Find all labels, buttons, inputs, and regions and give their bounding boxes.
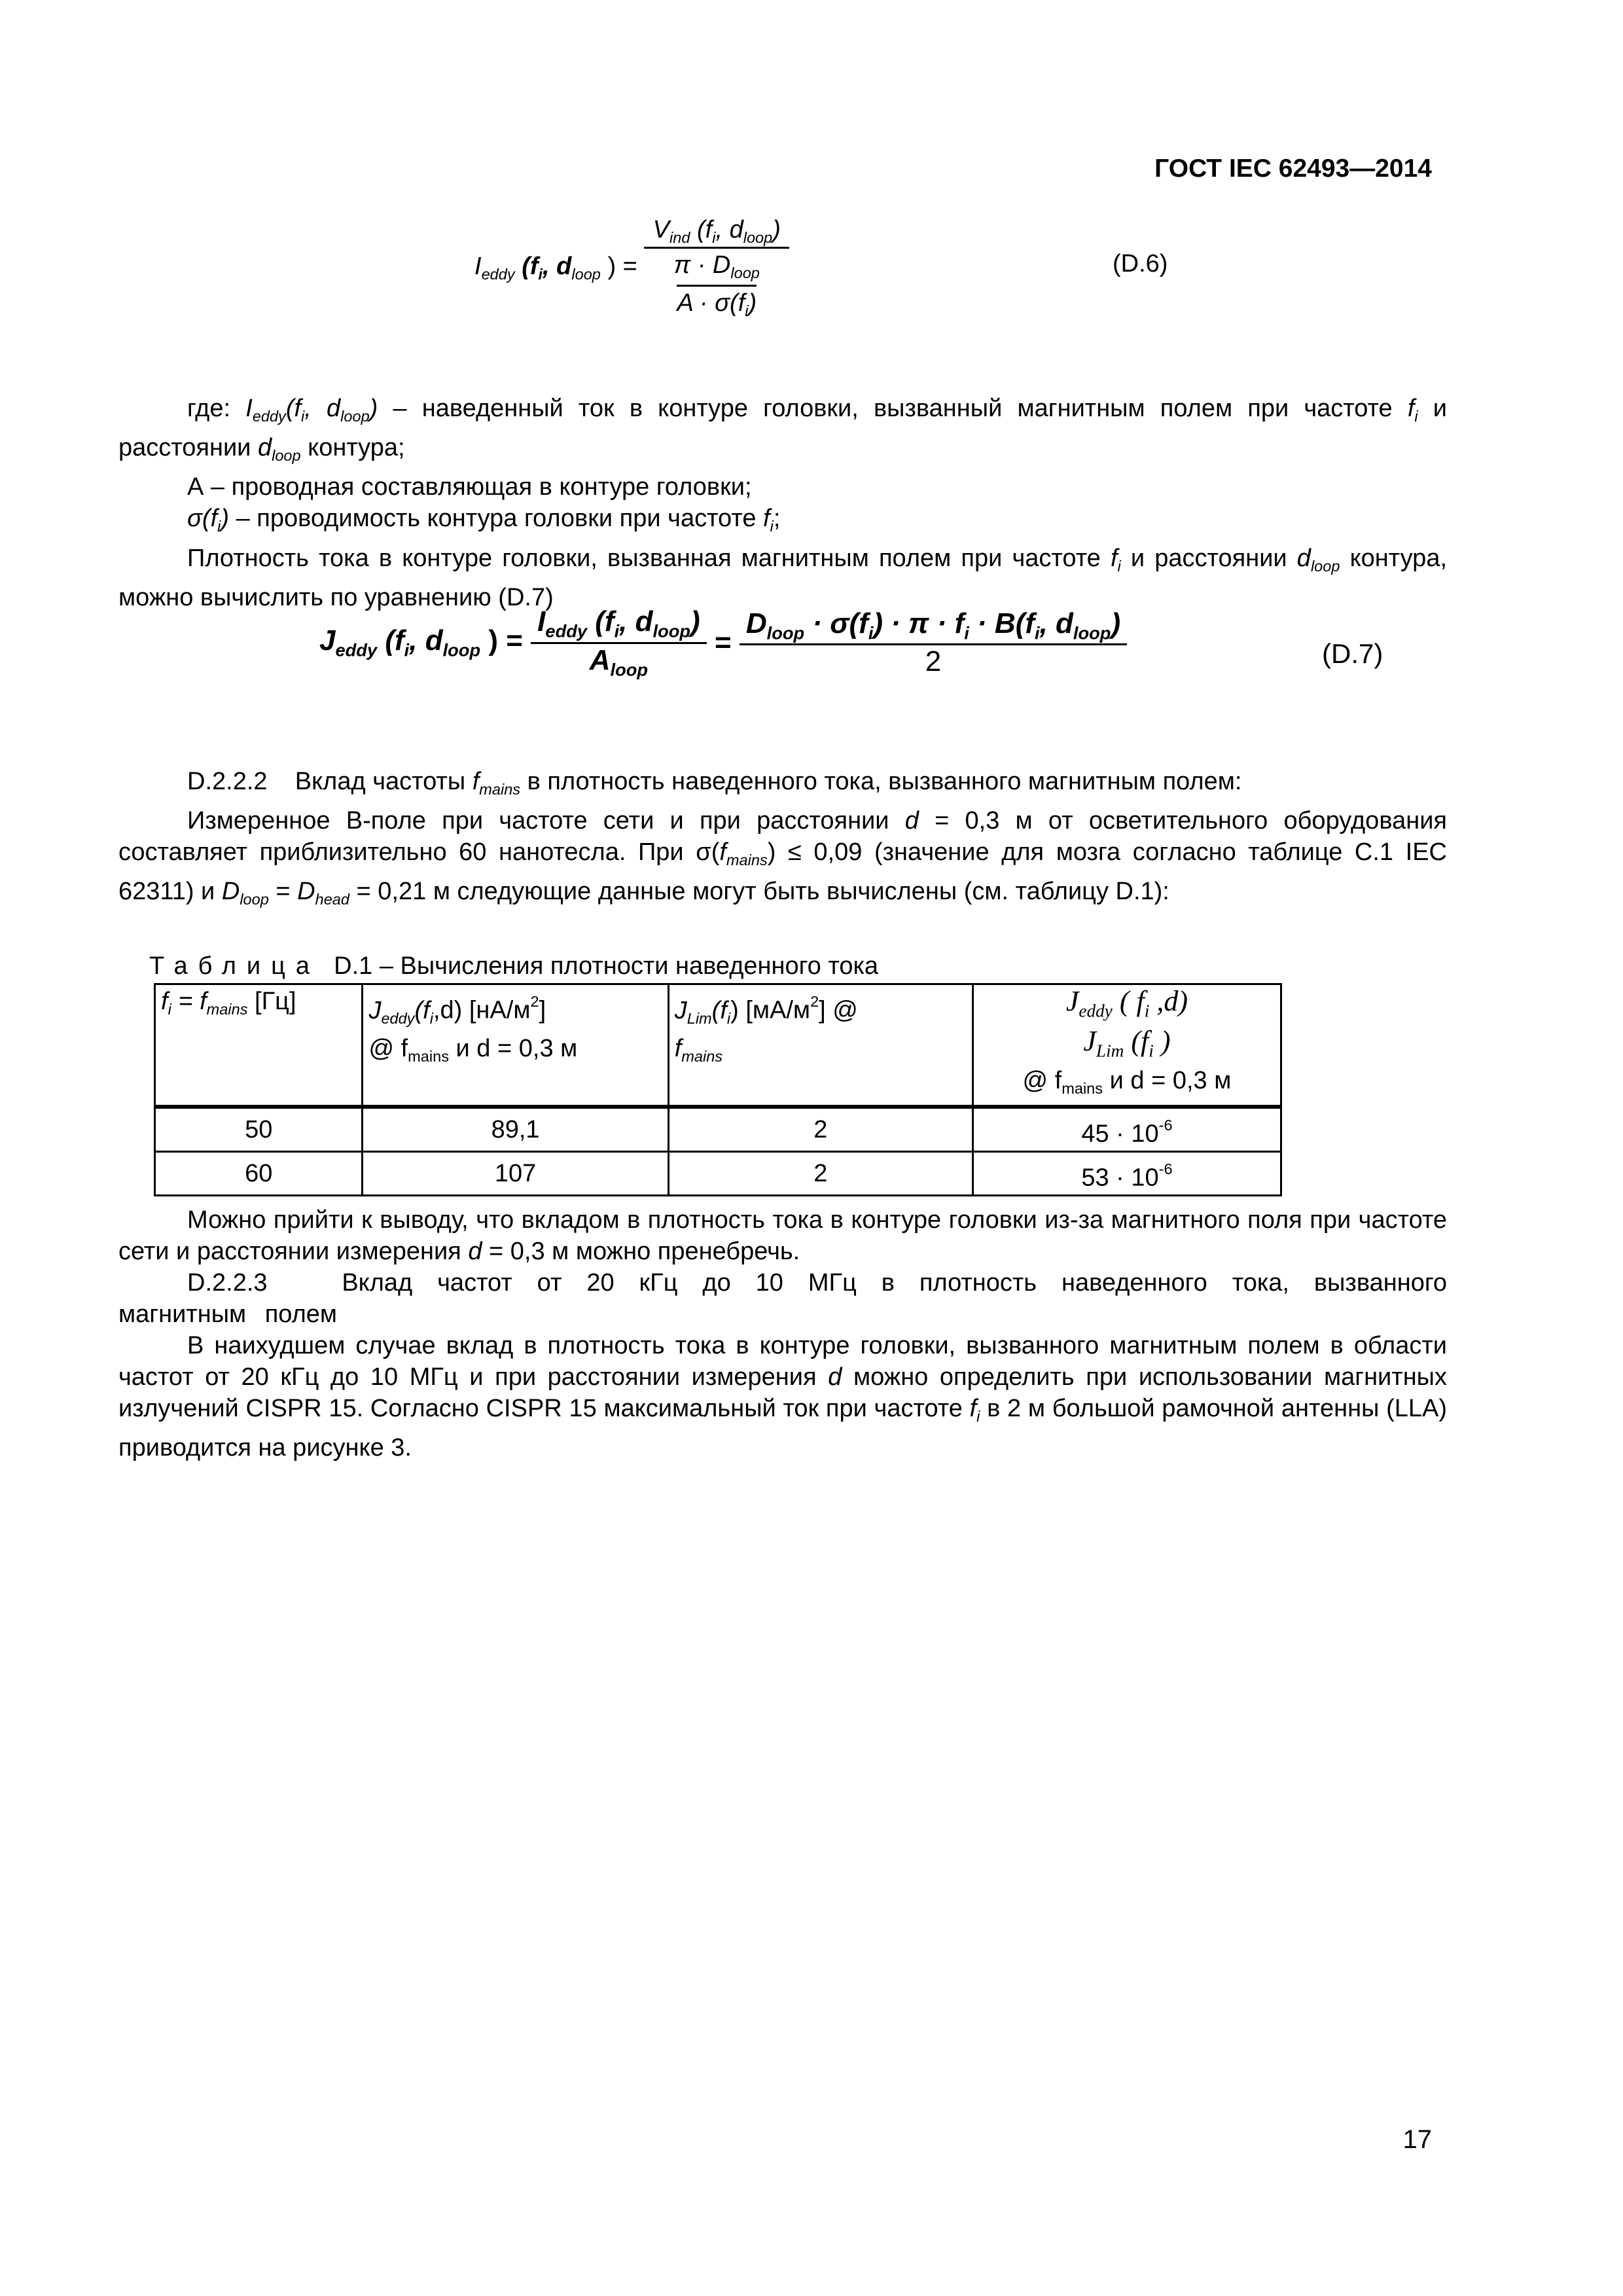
eq-d7-fraction-1: [531, 605, 707, 680]
eq-d7-f2-numerator: $D_{loop} \cdot \sigma(f_i) \cdot \pi \cdot f_i \cdot B(f_i$, $d_{loop}$): [745, 607, 1121, 643]
cell-jeddy: 89,1: [363, 1107, 668, 1151]
conclusion-paragraph: Можно прийти к выводу, что вкладом в плотность тока в контуре головки из-за магнитного поля при частоте сети и расстоянии измерения d = 0,3 м можно пренебречь.: [118, 1206, 1447, 1265]
header-cell-jlim: $J_{Lim}(f_i)$ $[мА/м^2]$ @ $f_{mains}$: [668, 984, 972, 1107]
eq-d6-denominator: $\pi \cdot D_{loop}$ $A \cdot \sigma(f_i)$: [644, 247, 789, 320]
eq-d7-equals: =: [714, 626, 732, 659]
current-density-intro: Плотность тока в контуре головки, вызванная магнитным полем при частоте $f_i$ и расстоянии $d_{loop}$ контура, можно вычислить по уравнению (D.7): [118, 544, 1448, 611]
section-d222-heading: D.2.2.2 Вклад частоты $f_{mains}$ в плотность наведенного тока, вызванного магнитным полем:: [187, 768, 1242, 798]
section-d223-body: В наихудшем случае вклад в плотность тока в контуре головки, вызванного магнитным полем в области частот от 20 кГц до 10 МГц и при расстоянии измерения d можно определить при использовании магнитных излучений CISPR 15. Согласно CISPR 15 максимальный ток при частоте $f_i$ в 2 м большой рамочной антенны (LLA) приводится на рисунке 3.: [118, 1332, 1448, 1462]
eq-d7-f1-numerator: $I_{eddy}$ ($f_i$, $d_{loop}$): [537, 605, 700, 641]
cell-frequency: 60: [155, 1151, 363, 1195]
eq-d6-numerator: $V_{ind}$ ($f_i$, $d_{loop}$): [652, 216, 781, 247]
table-header-row: [155, 984, 1281, 1107]
ratio-denominator: $J_{Lim}$ ($f_i$ ): [1083, 1024, 1171, 1061]
eq-d7-fraction-2: [740, 607, 1127, 679]
definition-a: А – проводная составляющая в контуре головки;: [187, 473, 752, 501]
cell-jlim: 2: [668, 1151, 972, 1195]
table-row: [155, 1107, 1281, 1151]
definition-ieddy: где: $I_{eddy}(f_i$, $d_{loop}$) – наведенный ток в контуре головки, вызванный магнитным полем при частоте $f_i$ и расстоянии $d_{loop}$ контура;: [118, 395, 1448, 465]
equation-d6-label: (D.6): [1113, 250, 1168, 278]
table-row: [155, 1151, 1281, 1195]
equation-d6: [474, 216, 789, 321]
equation-d7: [319, 605, 1127, 680]
header-cell-frequency: $f_i = f_{mains}$ [Гц]: [155, 984, 363, 1107]
cell-ratio: $45 \cdot 10^{-6}$: [972, 1107, 1281, 1151]
equation-d7-label: (D.7): [1322, 638, 1383, 669]
header-cell-ratio: [972, 984, 1281, 1107]
eq-d7-f2-denominator: 2: [740, 643, 1127, 678]
section-d223-block: [118, 1204, 1447, 1463]
cell-frequency: 50: [155, 1107, 363, 1151]
table-caption: Таблица D.1 – Вычисления плотности наведенного тока: [149, 952, 879, 980]
cell-ratio: $53 \cdot 10^{-6}$: [972, 1151, 1281, 1195]
eq-d6-fraction: [644, 216, 789, 321]
section-d222-body: Измеренное В-поле при частоте сети и при расстоянии d = 0,3 м от осветительного оборудования составляет приблизительно 60 нанотесла. При $\sigma(f_{mains}) \le 0,09$ (значение для мозга согласно таблице С.1 IEC 62311) и $D_{loop} = D_{head} = 0,21$ м следующие данные могут быть вычислены (см. таблицу D.1):: [118, 807, 1448, 908]
ratio-condition: @ $f_{mains}$ и d = 0,3 м: [1022, 1067, 1232, 1098]
eq-d7-lhs: $J_{eddy}$ ($f_i$, $d_{loop}$ ) =: [319, 624, 523, 660]
document-header: ГОСТ IEC 62493—2014: [1154, 154, 1432, 183]
cell-jlim: 2: [668, 1107, 972, 1151]
ratio-numerator: $J_{eddy}$ ( $f_i$ ,d): [1065, 985, 1188, 1021]
header-cell-jeddy: $J_{eddy}(f_i,d)$ $[нА/м^2]$ @ $f_{mains}$ и d = 0,3 м: [363, 984, 668, 1107]
eq-d7-f1-denominator: $A_{loop}$: [531, 642, 707, 681]
table-d1: [154, 983, 1282, 1196]
page-number: 17: [1402, 2125, 1432, 2154]
section-d223-heading: D.2.2.3 Вклад частот от 20 кГц до 10 МГц в плотность наведенного тока, вызванного магнитным полем: [118, 1269, 1447, 1328]
cell-jeddy: 107: [363, 1151, 668, 1195]
definition-sigma: $\sigma(f_i)$ – проводимость контура головки при частоте $f_i$;: [187, 505, 781, 535]
eq-d6-lhs: $I_{eddy}$ ($f_i$, $d_{loop}$ ) =: [474, 253, 637, 283]
definitions-block: [118, 393, 1447, 613]
section-d222-block: [118, 766, 1447, 916]
